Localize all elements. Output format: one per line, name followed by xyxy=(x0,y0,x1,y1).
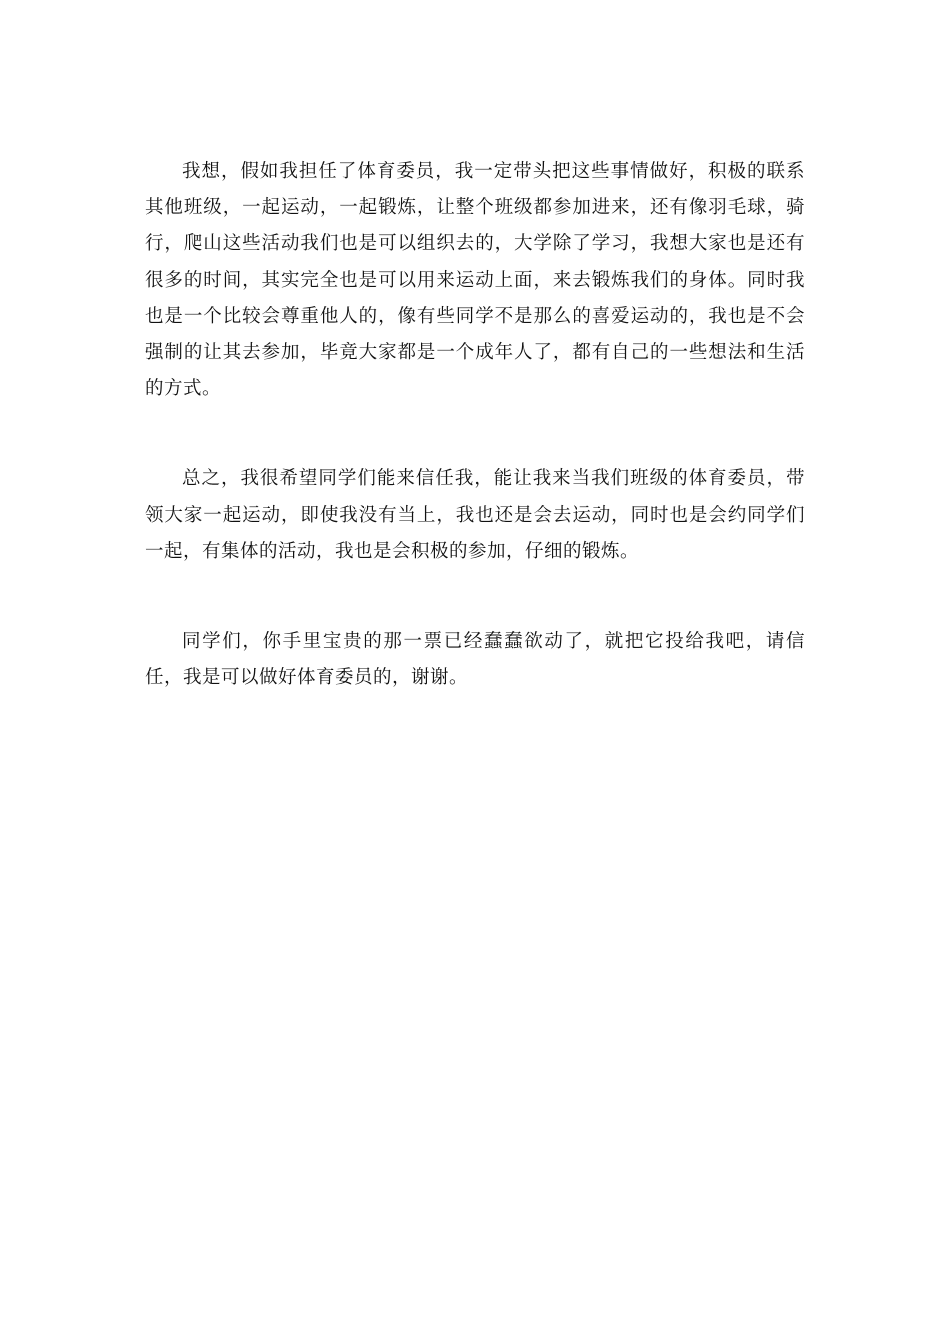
paragraph-3: 同学们，你手里宝贵的那一票已经蠢蠢欲动了，就把它投给我吧，请信任，我是可以做好体育委员的，谢谢。 xyxy=(145,631,805,689)
document-body xyxy=(145,154,805,696)
paragraph-1: 我想，假如我担任了体育委员，我一定带头把这些事情做好，积极的联系其他班级，一起运动，一起锻炼，让整个班级都参加进来，还有像羽毛球，骑行，爬山这些活动我们也是可以组织去的，大学除了学习，我想大家也是还有很多的时间，其实完全也是可以用来运动上面，来去锻炼我们的身体。同时我也是一个比较会尊重他人的，像有些同学不是那么的喜爱运动的，我也是不会强制的让其去参加，毕竟大家都是一个成年人了，都有自己的一些想法和生活的方式。 xyxy=(145,161,805,400)
paragraph-spacer xyxy=(145,407,805,461)
paragraph-2: 总之，我很希望同学们能来信任我，能让我来当我们班级的体育委员，带领大家一起运动，即使我没有当上，我也还是会去运动，同时也是会约同学们一起，有集体的活动，我也是会积极的参加，仔细的锻炼。 xyxy=(145,468,805,562)
paragraph-spacer xyxy=(145,570,805,624)
